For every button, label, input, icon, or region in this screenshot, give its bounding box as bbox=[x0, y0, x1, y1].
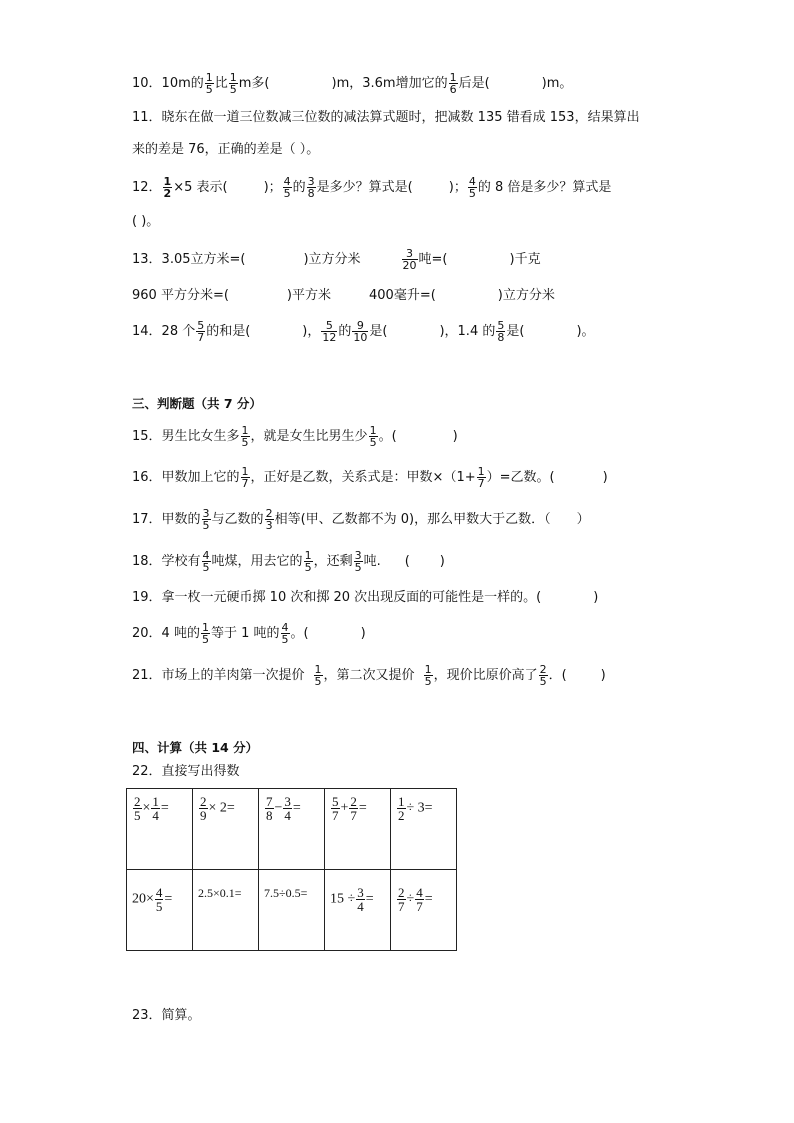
fraction: $\frac{1}{5}$ bbox=[314, 663, 322, 688]
calc-cell-5[interactable]: $\frac{1}{2}$ ÷ 3= bbox=[391, 789, 457, 870]
fraction: $\frac{1}{5}$ bbox=[241, 424, 249, 449]
question-14: 14．28 个 $\frac{5}{7}$ 的和是( )， $\frac{5}{12}$ 的 $\frac{9}{10}$ 是( )，1.4 的 $\frac{5}{8}$ 是( )。 bbox=[132, 319, 595, 344]
calc-cell-4[interactable]: $\frac{5}{7}$ + $\frac{2}{7}$ = bbox=[325, 789, 391, 870]
table-row bbox=[127, 789, 457, 870]
q10-text: 10．10m的 bbox=[132, 76, 204, 91]
question-10: 10．10m的 $\frac{1}{5}$ 比 $\frac{1}{5}$ m多( )m，3.6m增加它的 $\frac{1}{6}$ 后是( )m。 bbox=[132, 71, 573, 96]
question-11-line2: 来的差是 76，正确的差是（ ）。 bbox=[132, 142, 320, 157]
fraction: $\frac{1}{5}$ bbox=[229, 71, 237, 96]
fraction: $\frac{5}{7}$ bbox=[197, 319, 205, 344]
fraction: $\frac{1}{2}$ bbox=[163, 175, 172, 200]
fraction: $\frac{5}{12}$ bbox=[322, 319, 337, 344]
calc-cell-9[interactable]: 15 ÷ $\frac{3}{4}$ = bbox=[325, 870, 391, 951]
fraction: $\frac{4}{5}$ bbox=[283, 175, 291, 200]
calc-cell-6[interactable]: 20× $\frac{4}{5}$ = bbox=[127, 870, 193, 951]
fraction: $\frac{3}{5}$ bbox=[202, 507, 210, 532]
question-11-line1: 11．晓东在做一道三位数减三位数的减法算式题时，把减数 135 错看成 153，结果算出 bbox=[132, 110, 640, 125]
fraction: $\frac{1}{5}$ bbox=[205, 71, 213, 96]
calc-cell-2[interactable]: $\frac{2}{9}$ × 2= bbox=[193, 789, 259, 870]
fraction: $\frac{5}{8}$ bbox=[497, 319, 505, 344]
fraction: $\frac{1}{5}$ bbox=[369, 424, 377, 449]
fraction: $\frac{4}{5}$ bbox=[468, 175, 476, 200]
question-13-line2: 960 平方分米=( )平方米 400毫升=( )立方分米 bbox=[132, 288, 555, 303]
calc-cell-8[interactable]: 7.5÷0.5= bbox=[259, 870, 325, 951]
fraction: $\frac{1}{5}$ bbox=[201, 621, 209, 646]
fraction: $\frac{2}{3}$ bbox=[265, 507, 273, 532]
question-12: 12． $\frac{1}{2}$ ×5 表示( )； $\frac{4}{5}$ 的 $\frac{3}{8}$ 是多少？算式是( )； $\frac{4}{5}$ 的 8 倍是多少？算式是 bbox=[132, 175, 612, 200]
question-23: 23．简算。 bbox=[132, 1008, 201, 1023]
fraction: $\frac{1}{7}$ bbox=[477, 465, 485, 490]
fraction: $\frac{3}{5}$ bbox=[354, 549, 362, 574]
calc-cell-3[interactable]: $\frac{7}{8}$ − $\frac{3}{4}$ = bbox=[259, 789, 325, 870]
fraction: $\frac{1}{5}$ bbox=[424, 663, 432, 688]
question-21: 21．市场上的羊肉第一次提价 $\frac{1}{5}$ ，第二次又提价 $\frac{1}{5}$ ，现价比原价高了 $\frac{2}{5}$ ．( ) bbox=[132, 663, 606, 688]
table-row bbox=[127, 870, 457, 951]
fraction: $\frac{1}{6}$ bbox=[449, 71, 457, 96]
calc-cell-1[interactable]: $\frac{2}{5}$ × $\frac{1}{4}$ = bbox=[127, 789, 193, 870]
question-16: 16．甲数加上它的 $\frac{1}{7}$ ，正好是乙数，关系式是：甲数×（1+ $\frac{1}{7}$ ）=乙数。( ) bbox=[132, 465, 608, 490]
calc-cell-10[interactable]: $\frac{2}{7}$ ÷ $\frac{4}{7}$ = bbox=[391, 870, 457, 951]
question-15: 15．男生比女生多 $\frac{1}{5}$ ，就是女生比男生少 $\frac{1}{5}$ 。( ) bbox=[132, 424, 458, 449]
question-17: 17．甲数的 $\frac{3}{5}$ 与乙数的 $\frac{2}{3}$ 相等(甲、乙数都不为 0)，那么甲数大于乙数．（ ） bbox=[132, 507, 590, 532]
fraction: $\frac{3}{8}$ bbox=[307, 175, 315, 200]
fraction: $\frac{1}{5}$ bbox=[304, 549, 312, 574]
calculation-table bbox=[126, 788, 457, 951]
question-22-title: 22．直接写出得数 bbox=[132, 764, 240, 779]
fraction: $\frac{4}{5}$ bbox=[202, 549, 210, 574]
calc-cell-7[interactable]: 2.5×0.1= bbox=[193, 870, 259, 951]
question-19: 19．拿一枚一元硬币掷 10 次和掷 20 次出现反面的可能性是一样的。( ) bbox=[132, 590, 599, 605]
fraction: $\frac{2}{5}$ bbox=[539, 663, 547, 688]
section-heading-calculation: 四、计算（共 14 分） bbox=[132, 740, 259, 755]
fraction: $\frac{9}{10}$ bbox=[353, 319, 368, 344]
fraction: $\frac{1}{7}$ bbox=[241, 465, 249, 490]
question-13-line1: 13．3.05立方米=( )立方分米 $\frac{3}{20}$ 吨=( )千克 bbox=[132, 247, 541, 272]
question-20: 20．4 吨的 $\frac{1}{5}$ 等于 1 吨的 $\frac{4}{5}$ 。( ) bbox=[132, 621, 366, 646]
fraction: $\frac{4}{5}$ bbox=[281, 621, 289, 646]
section-heading-judgement: 三、判断题（共 7 分） bbox=[132, 396, 262, 411]
question-18: 18．学校有 $\frac{4}{5}$ 吨煤，用去它的 $\frac{1}{5}$ ，还剩 $\frac{3}{5}$ 吨. ( ) bbox=[132, 549, 445, 574]
question-12-line2: ( )。 bbox=[132, 214, 160, 229]
fraction: $\frac{3}{20}$ bbox=[402, 247, 417, 272]
